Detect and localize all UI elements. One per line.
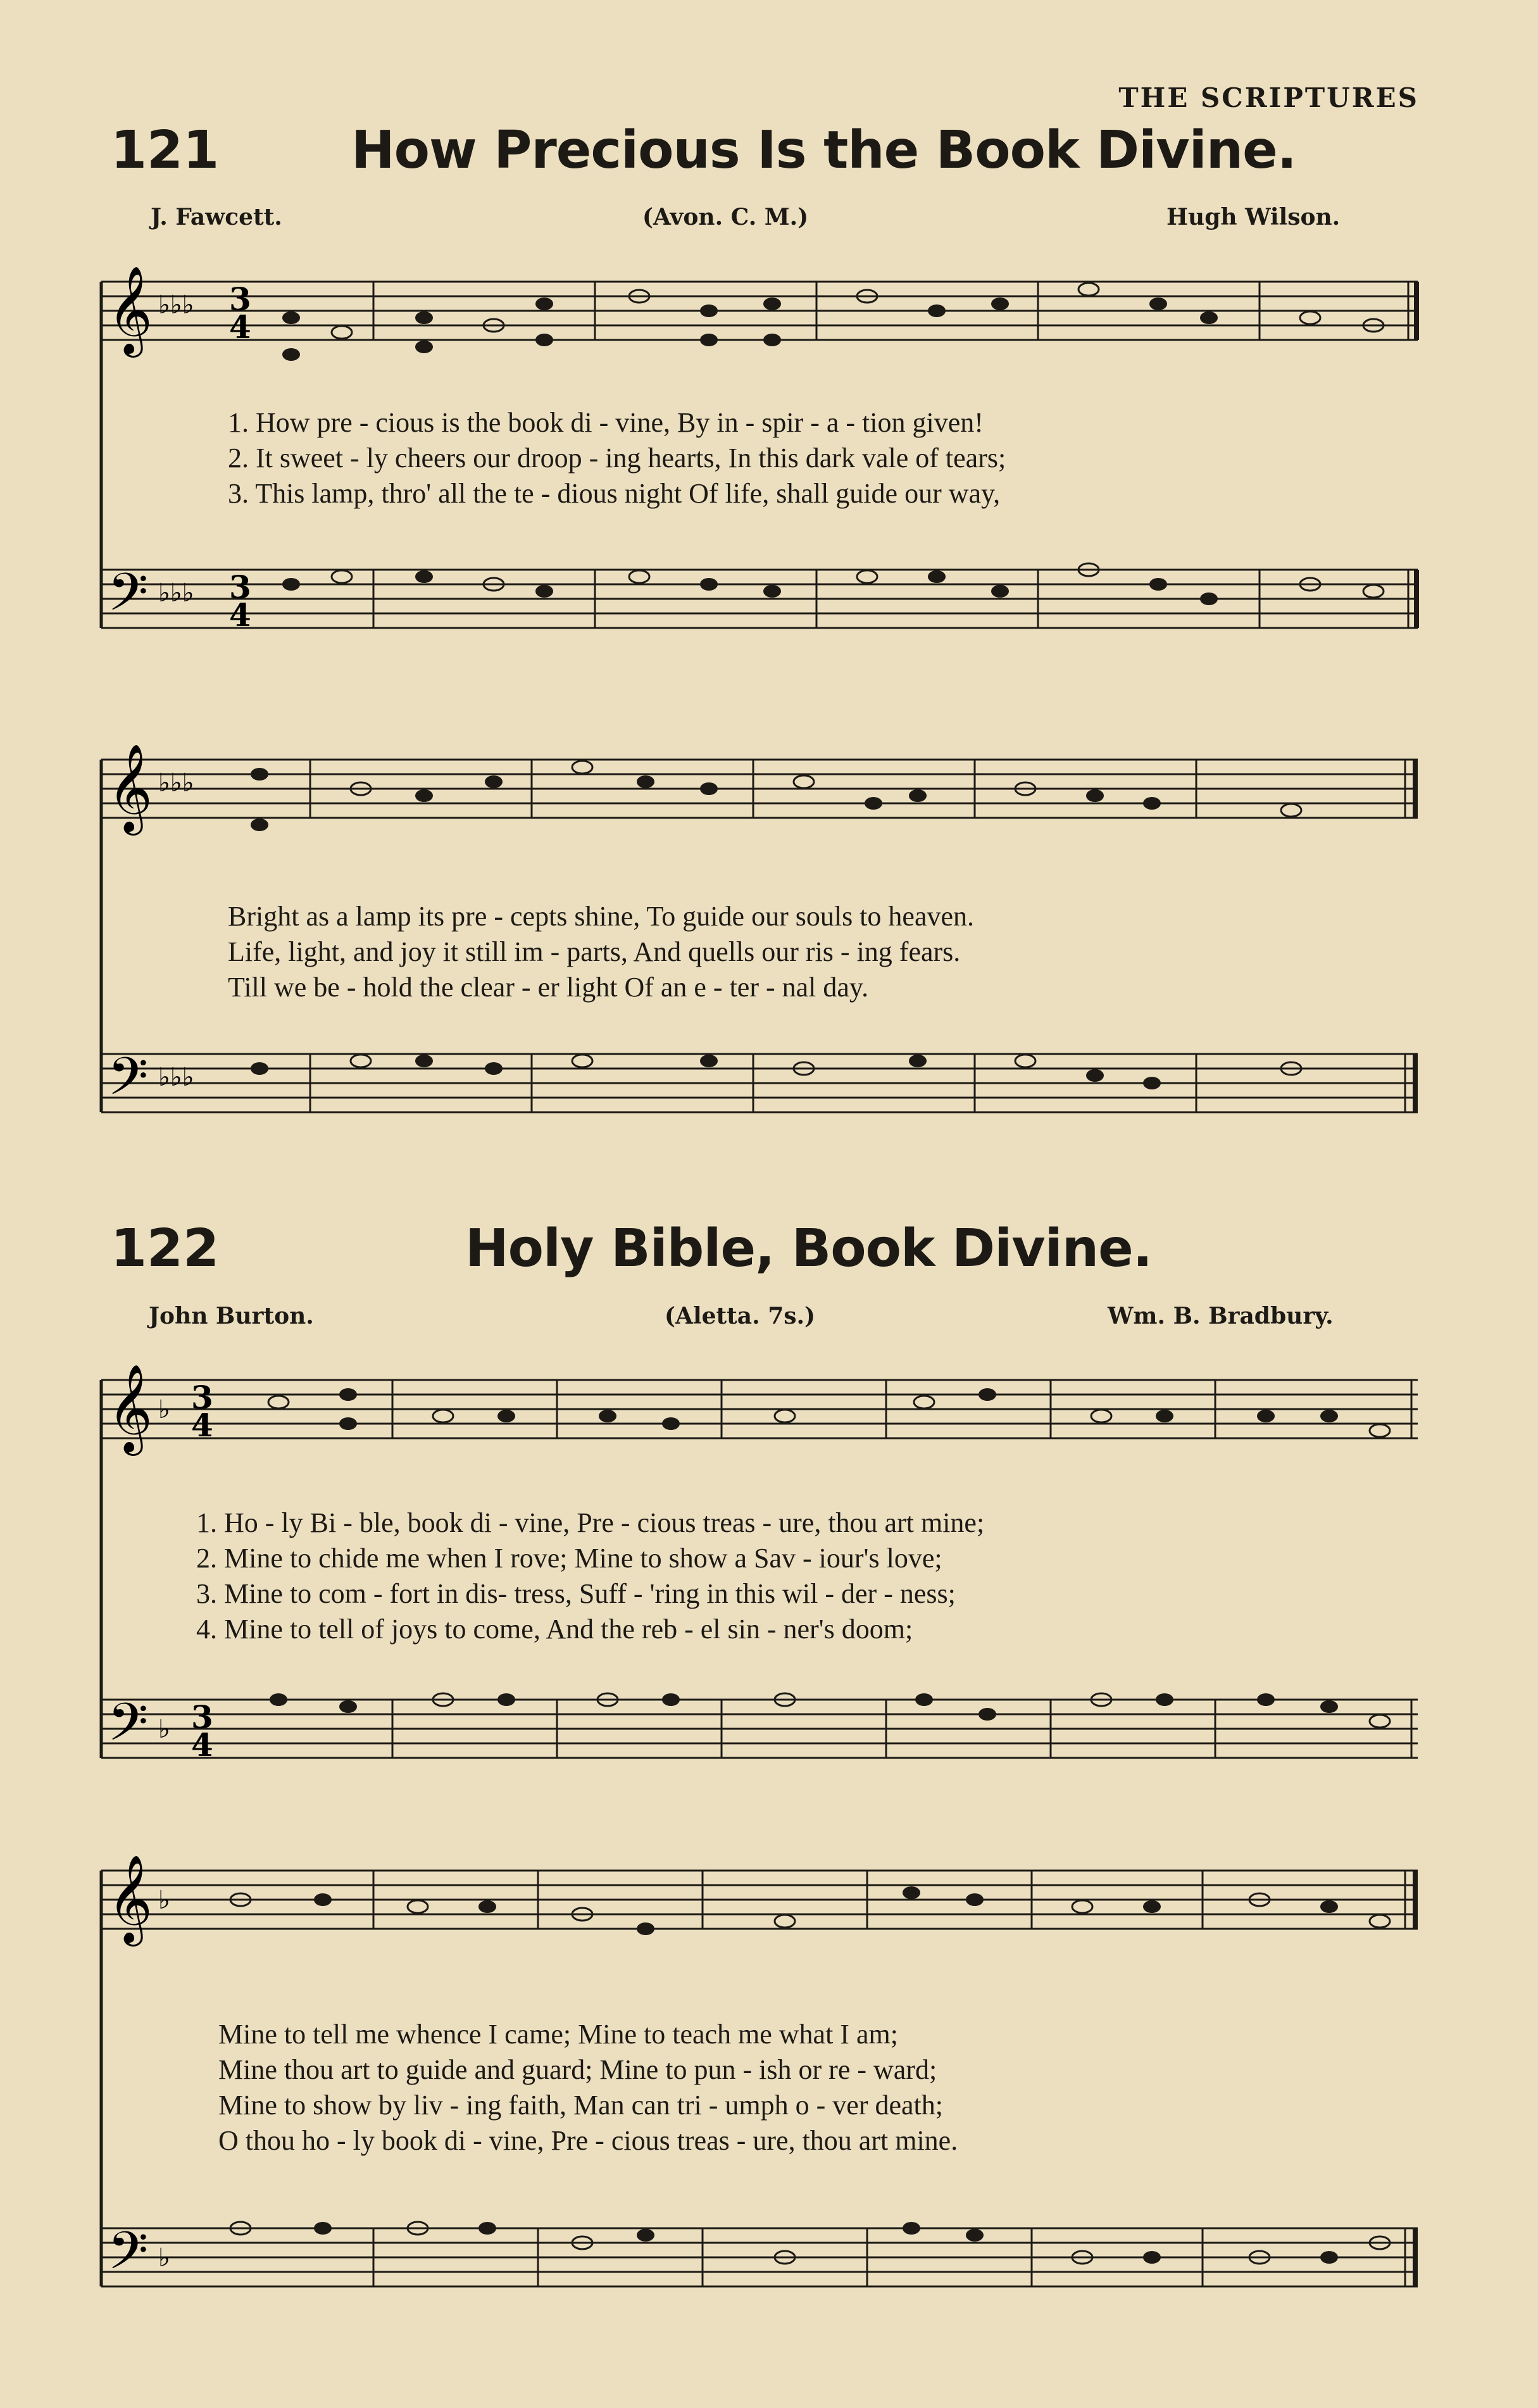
time-sig-bottom: 4 xyxy=(191,1407,213,1444)
hymn-122-tune: (Aletta. 7s.) xyxy=(665,1303,816,1329)
key-signature-flat: ♭ xyxy=(158,1886,170,1915)
bass-clef-icon: 𝄢 xyxy=(108,1691,149,1765)
hymn-121-author: J. Fawcett. xyxy=(151,204,282,230)
treble-staff-lines xyxy=(101,760,1418,818)
verse-line: Till we be - hold the clear - er light Of an e - ter - nal day. xyxy=(228,972,869,1003)
treble-clef-icon: 𝄞 xyxy=(108,266,153,354)
key-signature-flats-bass: ♭♭♭ xyxy=(158,1063,194,1092)
key-signature-flats: ♭♭♭ xyxy=(158,291,194,320)
time-sig-bass-top: 3 xyxy=(191,1698,213,1736)
time-sig-top: 3 xyxy=(191,1379,213,1416)
hymn-121-number: 121 xyxy=(111,120,220,180)
hymn-122-composer: Wm. B. Bradbury. xyxy=(1108,1303,1334,1329)
verse-line: Bright as a lamp its pre - cepts shine, To guide our souls to heaven. xyxy=(228,901,974,932)
treble-clef-icon: 𝄞 xyxy=(108,1364,153,1452)
key-signature-flat-bass: ♭ xyxy=(158,1715,170,1744)
verse-line: 4. Mine to tell of joys to come, And the reb - el sin - ner's doom; xyxy=(196,1614,913,1645)
verse-line: Mine to show by liv - ing faith, Man can tri - umph o - ver death; xyxy=(218,2090,943,2121)
bass-staff-lines xyxy=(101,1700,1418,1758)
verse-line: 2. Mine to chide me when I rove; Mine to show a Sav - iour's love; xyxy=(196,1543,942,1574)
hymn-121-lyrics-line-2 xyxy=(228,899,974,1005)
bass-clef-icon: 𝄢 xyxy=(108,2220,149,2294)
treble-staff-lines xyxy=(101,282,1418,340)
hymn-122-lyrics-line-1 xyxy=(196,1505,984,1647)
time-sig-bass-bottom: 4 xyxy=(229,596,251,634)
verse-line: Mine thou art to guide and guard; Mine to pun - ish or re - ward; xyxy=(218,2054,937,2085)
section-heading: THE SCRIPTURES xyxy=(1118,82,1419,113)
time-sig-bass-top: 3 xyxy=(229,568,251,606)
hymn-121-title: How Precious Is the Book Divine. xyxy=(351,120,1296,180)
hymn-122-author: John Burton. xyxy=(149,1303,314,1329)
hymn-122-number: 122 xyxy=(111,1219,220,1279)
time-sig-top: 3 xyxy=(229,280,251,318)
verse-line: 3. Mine to com - fort in dis- tress, Suff - 'ring in this wil - der - ness; xyxy=(196,1578,956,1609)
verse-line: 3. This lamp, thro' all the te - dious night Of life, shall guide our way, xyxy=(228,478,1001,509)
time-sig-bottom: 4 xyxy=(229,308,251,346)
treble-staff-lines xyxy=(101,1380,1418,1438)
verse-line: O thou ho - ly book di - vine, Pre - cious treas - ure, thou art mine. xyxy=(218,2125,958,2156)
key-signature-flats: ♭♭♭ xyxy=(158,768,194,798)
hymn-122-title: Holy Bible, Book Divine. xyxy=(465,1219,1152,1279)
verse-line: 2. It sweet - ly cheers our droop - ing hearts, In this dark vale of tears; xyxy=(228,442,1006,473)
verse-line: Mine to tell me whence I came; Mine to teach me what I am; xyxy=(218,2019,898,2050)
hymn-121-tune: (Avon. C. M.) xyxy=(642,204,809,230)
time-sig-bass-bottom: 4 xyxy=(191,1726,213,1764)
bass-clef-icon: 𝄢 xyxy=(108,561,149,636)
bass-clef-icon: 𝄢 xyxy=(108,1046,149,1120)
bass-staff-lines xyxy=(101,1054,1418,1112)
hymn-121-composer: Hugh Wilson. xyxy=(1166,204,1341,230)
verse-line: 1. Ho - ly Bi - ble, book di - vine, Pre - cious treas - ure, thou art mine; xyxy=(196,1507,985,1538)
key-signature-flat-bass: ♭ xyxy=(158,2243,170,2273)
key-signature-flats-bass: ♭♭♭ xyxy=(158,579,194,608)
treble-staff-lines xyxy=(101,1871,1418,1929)
verse-line: Life, light, and joy it still im - parts, And quells our ris - ing fears. xyxy=(228,936,961,967)
bass-staff-lines xyxy=(101,2228,1418,2286)
hymn-121-lyrics-line-1 xyxy=(228,405,1006,511)
hymn-122-lyrics-line-2 xyxy=(218,2017,958,2159)
bass-staff-lines xyxy=(101,570,1418,628)
treble-clef-icon: 𝄞 xyxy=(108,1855,153,1943)
treble-clef-icon: 𝄞 xyxy=(108,744,153,832)
key-signature-flat: ♭ xyxy=(158,1395,170,1424)
verse-line: 1. How pre - cious is the book di - vine, By in - spir - a - tion given! xyxy=(228,407,984,438)
